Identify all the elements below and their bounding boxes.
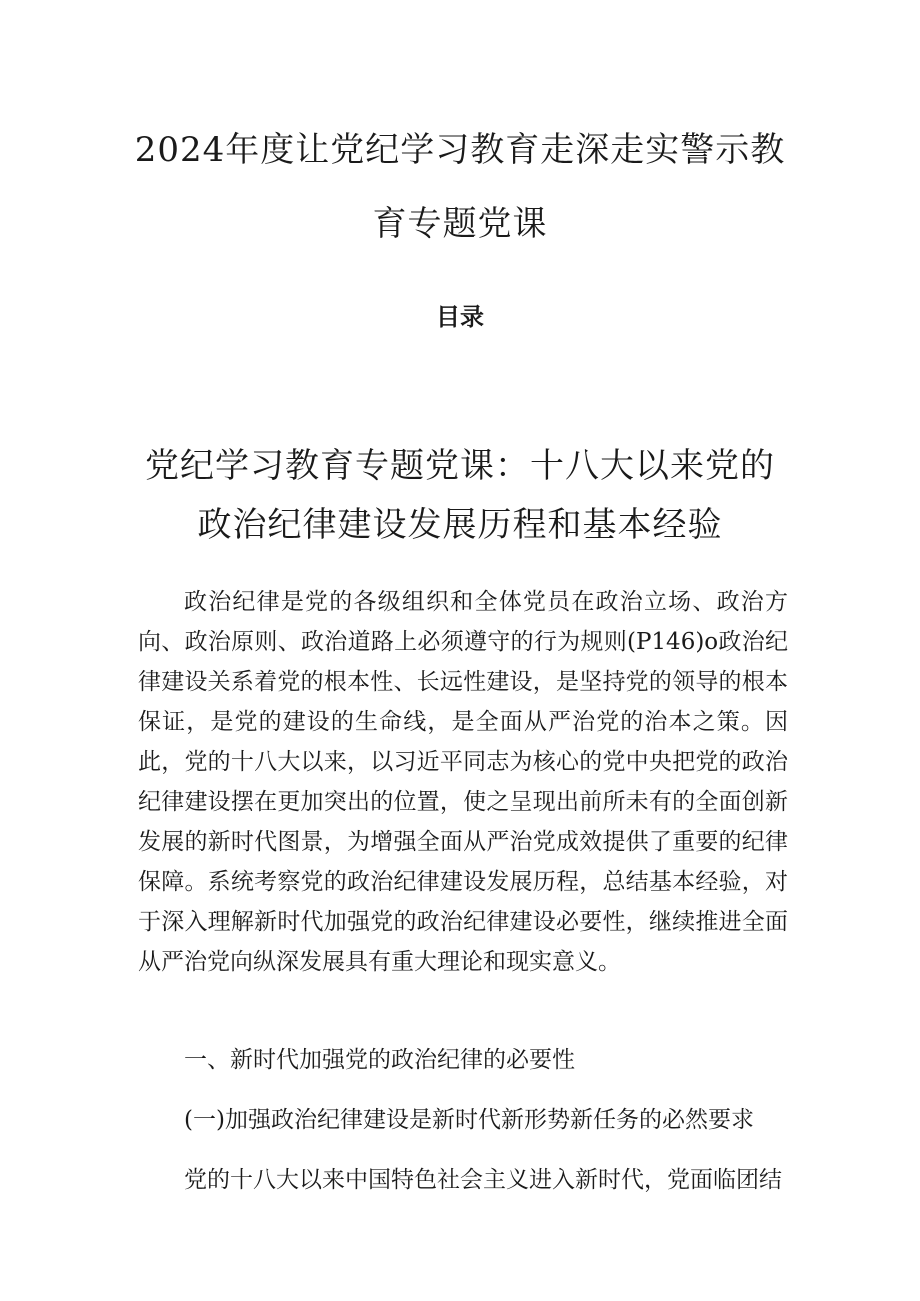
section-title-line-2: 政治纪律建设发展历程和基本经验 bbox=[197, 505, 723, 545]
document-title-line-2: 育专题党课 bbox=[372, 204, 548, 244]
body-paragraph: 政治纪律是党的各级组织和全体党员在政治立场、政治方向、政治原则、政治道路上必须遵守的行为规则(P146)o政治纪律建设关系着党的根本性、长远性建设，是坚持党的领导的根本保证，是党的建设的生命线，是全面从严治党的治本之策。因此，党的十八大以来，以习近平同志为核心的党中央把党的政治纪律建设摆在更加突出的位置，使之呈现出前所未有的全面创新发展的新时代图景，为增强全面从严治党成效提供了重要的纪律保障。系统考察党的政治纪律建设发展历程，总结基本经验，对于深入理解新时代加强党的政治纪律建设必要性，继续推进全面从严治党向纵深发展具有重大理论和现实意义。 bbox=[138, 589, 788, 975]
section-title-line-1: 党纪学习教育专题党课：十八大以来党的 bbox=[145, 446, 775, 486]
document-title-line-1: 2024年度让党纪学习教育走深走实警示教 bbox=[134, 130, 786, 170]
body-paragraph-2: 党的十八大以来中国特色社会主义进入新时代，党面临团结 bbox=[184, 1167, 782, 1193]
table-of-contents-heading: 目录 bbox=[436, 303, 484, 331]
heading-level-1: 一、新时代加强党的政治纪律的必要性 bbox=[184, 1047, 575, 1073]
heading-level-2: (一)加强政治纪律建设是新时代新形势新任务的必然要求 bbox=[184, 1107, 754, 1133]
